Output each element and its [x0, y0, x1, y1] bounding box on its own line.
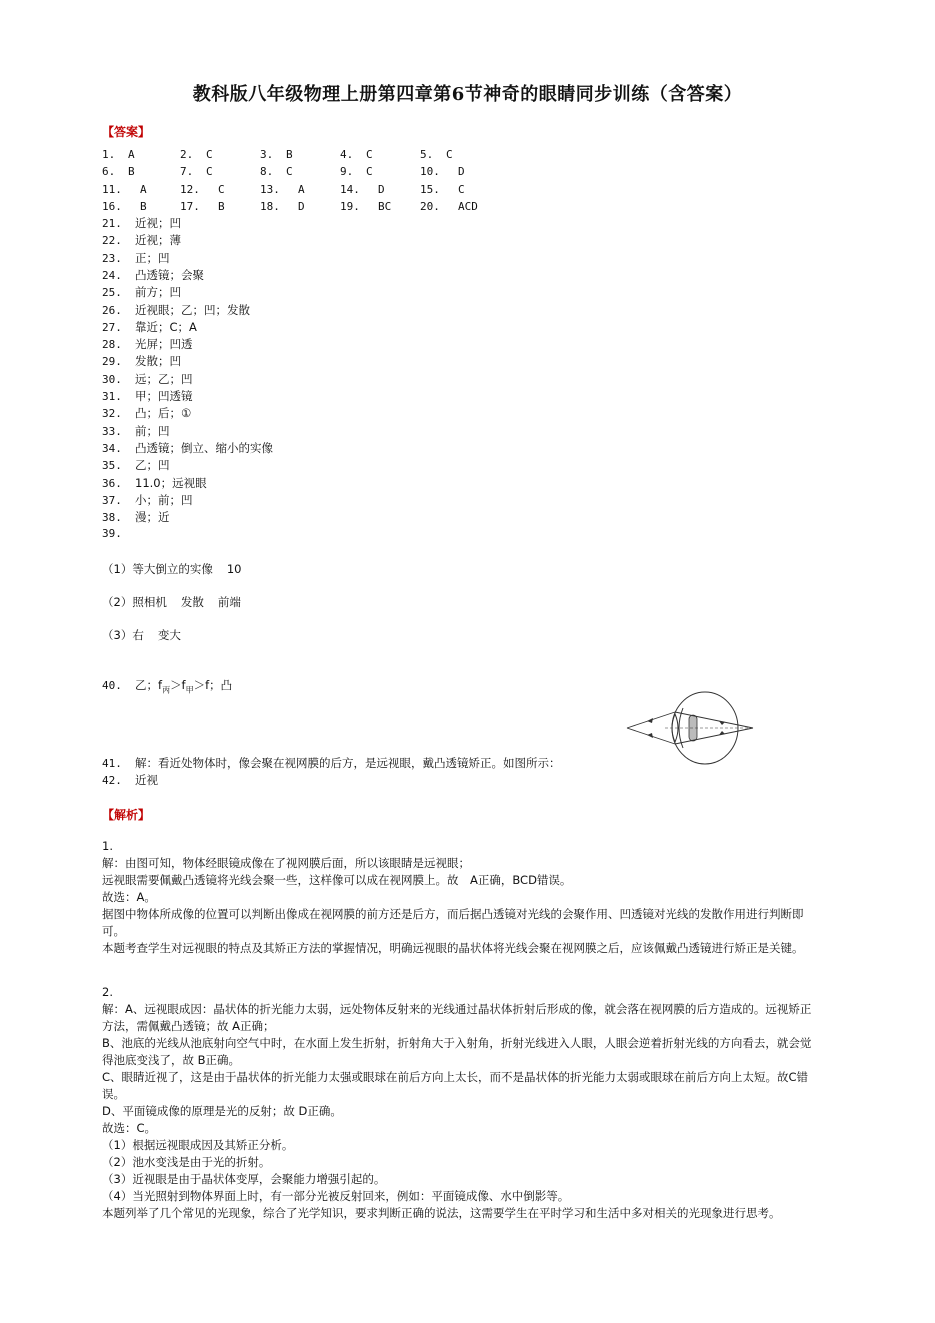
answer-value: 光屏；凹透 [135, 337, 193, 352]
question-number: 13. [260, 182, 280, 196]
question-number: 22. [102, 234, 122, 248]
analysis-paragraph: 故选：A。 [102, 890, 156, 904]
analysis-paragraph: 本题列举了几个常见的光现象，综合了光学知识，要求判断正确的说法，这需要学生在平时学习和生活中多对相关的光现象进行思考。 [102, 1206, 781, 1220]
analysis-paragraph: 解：A、远视眼成因：晶状体的折光能力太弱，远处物体反射来的光线通过晶状体折射后形成的像，就会落在视网膜的后方造成的。远视矫正方法，需佩戴凸透镜；故 A正确； [102, 1002, 812, 1033]
question-number: 8. [260, 165, 274, 179]
question-number: 23. [102, 251, 122, 265]
fill-answer-item [102, 509, 170, 525]
q42-answer: 42. 近视 [102, 773, 158, 787]
answer-value: 近视；凹 [135, 216, 181, 230]
answer-value: 小；前；凹 [135, 492, 193, 507]
analysis-section-label: 【解析】 [102, 808, 151, 822]
answer-value: 前；凹 [135, 423, 170, 438]
answer-value: BC [378, 199, 392, 213]
answer-value: A [128, 148, 135, 161]
answer-value: C [206, 148, 213, 161]
answer-value: D [458, 165, 465, 179]
question-number: 2. [180, 148, 194, 161]
question-number: 6. [102, 165, 116, 179]
analysis-paragraph: D、平面镜成像的原理是光的反射；故 D正确。 [102, 1104, 342, 1118]
answer-value: 漫；近 [135, 510, 170, 525]
question-number: 24. [102, 268, 122, 282]
choice-answer [340, 200, 391, 213]
question-number: 31. [102, 390, 122, 403]
fill-answer-item [102, 319, 197, 335]
fill-answer-item [102, 267, 204, 283]
answer-value: 正；凹 [135, 250, 170, 265]
analysis-paragraph: 本题考查学生对远视眼的特点及其矫正方法的掌握情况，明确远视眼的晶状体将光线会聚在视网膜之后，应该佩戴凸透镜进行矫正是关键。 [102, 941, 804, 955]
analysis-question-1 [102, 838, 822, 957]
question-number: 16. [102, 199, 122, 213]
question-number: 18. [260, 199, 280, 213]
choice-answer [180, 148, 213, 161]
fill-answer-item [102, 215, 181, 231]
analysis-paragraph: 解：由图可知，物体经眼镜成像在了视网膜后面，所以该眼睛是远视眼； [102, 856, 470, 870]
answer-value: ACD [458, 199, 478, 213]
question-number: 10. [420, 165, 440, 179]
answer-value: C [446, 148, 453, 161]
choice-answer [102, 183, 147, 196]
question-number: 33. [102, 424, 122, 438]
choice-answer [180, 200, 225, 213]
fill-answer-item [102, 526, 135, 540]
question-number: 26. [102, 303, 122, 317]
choice-answer [340, 183, 385, 196]
page-title: 教科版八年级物理上册第四章第6节神奇的眼睛同步训练（含答案） [192, 84, 743, 105]
answer-value: 近视眼；乙；凹；发散 [135, 302, 250, 317]
answer-value: D [378, 182, 385, 196]
choice-answer [420, 165, 465, 178]
analysis-paragraph: （3）近视眼是由于晶状体变厚，会聚能力增强引起的。 [102, 1172, 386, 1186]
question-number: 21. [102, 217, 122, 230]
question-number: 29. [102, 355, 122, 369]
analysis-paragraph: 据图中物体所成像的位置可以判断出像成在视网膜的前方还是后方，而后据凸透镜对光线的会聚作用、凹透镜对光线的发散作用进行判断即可。 [102, 907, 804, 938]
answer-value: B [218, 199, 225, 213]
answer-value: A [298, 182, 305, 196]
choice-answer [102, 200, 147, 213]
question-number: 11. [102, 182, 122, 196]
answer-value: 近视；薄 [135, 233, 181, 248]
q39-sub-1: （1）等大倒立的实像 10 [102, 562, 242, 576]
choice-answer [260, 183, 305, 196]
question-number: 36. [102, 476, 122, 490]
question-number: 12. [180, 182, 200, 196]
answer-value: 11.0；远视眼 [135, 475, 207, 490]
question-number: 35. [102, 459, 122, 473]
analysis-paragraph: 2. [102, 985, 113, 999]
choice-answer [102, 165, 135, 178]
answer-value: 乙；凹 [135, 458, 170, 473]
answer-value: C [218, 182, 225, 196]
question-number: 15. [420, 182, 440, 196]
question-number: 7. [180, 165, 194, 179]
analysis-paragraph: 远视眼需要佩戴凸透镜将光线会聚一些，这样像可以成在视网膜上。故 A正确，BCD错误。 [102, 873, 572, 887]
choice-answer [340, 148, 373, 161]
hyperopia-correction-eye-diagram [625, 688, 760, 768]
answer-value: 发散；凹 [135, 354, 181, 369]
answer-value: 凸透镜；倒立、缩小的实像 [135, 440, 273, 455]
question-number: 20. [420, 199, 440, 213]
answer-value: B [286, 148, 293, 161]
question-number: 14. [340, 182, 360, 196]
analysis-paragraph: 1. [102, 839, 113, 853]
answer-value: C [458, 182, 465, 196]
question-number: 39. [102, 527, 122, 541]
fill-answer-item [102, 336, 193, 352]
refracted-ray-bottom [675, 728, 753, 744]
question-number: 28. [102, 338, 122, 352]
answer-value: C [366, 165, 373, 179]
fill-answer-item [102, 492, 193, 508]
question-number: 1. [102, 148, 116, 161]
answer-section-label: 【答案】 [102, 125, 151, 139]
choice-answer [260, 148, 293, 161]
choice-answer [260, 165, 293, 178]
answer-value: 凸；后；① [135, 406, 192, 421]
analysis-paragraph: 故选：C。 [102, 1121, 157, 1135]
arrow-top [647, 718, 653, 723]
choice-answer [340, 165, 373, 178]
choice-answer [102, 148, 135, 161]
analysis-paragraph: C、眼睛近视了，这是由于晶状体的折光能力太强或眼球在前后方向上太长，而不是晶状体的折光能力太弱或眼球在前后方向上太短。故C错误。 [102, 1070, 809, 1101]
question-number: 30. [102, 372, 122, 386]
answer-value: C [366, 148, 373, 161]
fill-answer-item [102, 388, 193, 404]
fill-answer-item [102, 250, 170, 266]
arrow-bottom-2 [719, 731, 725, 735]
question-number: 5. [420, 148, 434, 161]
fill-answer-item [102, 457, 170, 473]
answer-value: 前方；凹 [135, 285, 181, 300]
arrow-top-2 [719, 721, 725, 725]
question-number: 19. [340, 199, 360, 213]
answer-value: C [286, 165, 293, 179]
q39-sub-3: （3）右 变大 [102, 628, 181, 642]
choice-answer [420, 148, 453, 161]
question-number: 9. [340, 165, 354, 179]
fill-answer-item [102, 405, 191, 421]
q39-sub-2: （2）照相机 发散 前端 [102, 595, 241, 609]
choice-answer [180, 165, 213, 178]
question-number: 34. [102, 441, 122, 455]
analysis-paragraph: B、池底的光线从池底射向空气中时，在水面上发生折射，折射角大于入射角，折射光线进入人眼，人眼会逆着折射光线的方向看去，就会觉得池底变浅了，故 B正确。 [102, 1036, 812, 1067]
fill-answer-item [102, 302, 250, 318]
analysis-paragraph: （2）池水变浅是由于光的折射。 [102, 1155, 271, 1169]
answer-value: B [128, 165, 135, 179]
answer-value: D [298, 199, 305, 213]
refracted-ray-top [675, 712, 753, 728]
q41-answer: 41. 解：看近处物体时，像会聚在视网膜的后方，是远视眼，戴凸透镜矫正。如图所示： [102, 756, 561, 770]
fill-answer-item [102, 423, 170, 439]
question-number: 32. [102, 407, 122, 421]
question-number: 27. [102, 320, 122, 334]
answer-value: 凸透镜；会聚 [135, 267, 204, 282]
analysis-question-2 [102, 984, 822, 1222]
question-number: 4. [340, 148, 354, 161]
answer-value: 远；乙；凹 [135, 371, 193, 386]
fill-answer-item [102, 371, 193, 387]
choice-answer [180, 183, 225, 196]
question-number: 3. [260, 148, 274, 161]
analysis-paragraph: （4）当光照射到物体界面上时，有一部分光被反射回来，例如：平面镜成像、水中倒影等。 [102, 1189, 570, 1203]
fill-answer-item [102, 353, 181, 369]
choice-answer [260, 200, 305, 213]
question-number: 38. [102, 511, 122, 525]
question-number: 37. [102, 493, 122, 507]
question-number: 25. [102, 286, 122, 300]
answer-value: A [140, 182, 147, 196]
fill-answer-item [102, 284, 181, 300]
fill-answer-item [102, 232, 181, 248]
q40-answer: 40. 乙；$f_丙>f_甲>f$；凸 [102, 678, 233, 695]
answer-value: C [206, 165, 213, 179]
fill-answer-item [102, 440, 273, 456]
arrow-bottom [647, 733, 653, 738]
answer-value: 靠近；C；A [135, 319, 197, 334]
choice-answer [420, 183, 465, 196]
analysis-paragraph: （1）根据远视眼成因及其矫正分析。 [102, 1138, 294, 1152]
answer-value: 甲；凹透镜 [135, 389, 193, 403]
fill-answer-item [102, 475, 207, 491]
question-number: 17. [180, 199, 200, 213]
answer-value: B [140, 199, 147, 213]
choice-answer [420, 200, 478, 213]
